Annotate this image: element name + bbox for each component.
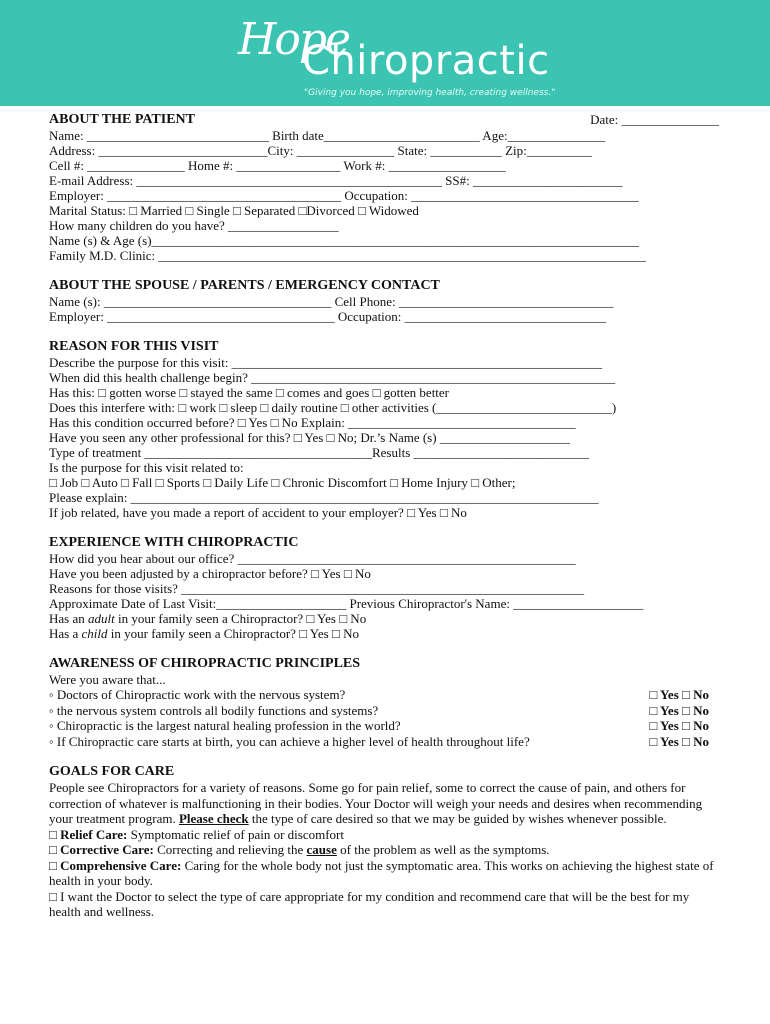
form-content: [49, 112, 719, 920]
last-visit-line[interactable]: Approximate Date of Last Visit:____________________ Previous Chiropractor's Name: ____________________: [49, 596, 644, 611]
goals-intro-paragraph: People see Chiropractors for a variety of reasons. Some go for pain relief, some to correct the cause of pain, and others for correction of whatever is malfunctioning in their bodies. Your Doctor will weigh your needs and desires when recommending your treatment program. Please check the type of care desired so that we may be guided by wishes whenever possible.: [49, 780, 703, 826]
spouse-employer-line[interactable]: Employer: ___________________________________ Occupation: _______________________________: [49, 309, 607, 324]
awareness-question-1: ◦ Doctors of Chiropractic work with the nervous system? □ Yes □ No: [49, 687, 719, 703]
treatment-line[interactable]: Type of treatment ___________________________________Results ___________________________: [49, 445, 590, 460]
email-line[interactable]: E-mail Address: _______________________________________________ SS#: _______________________: [49, 173, 623, 188]
occurred-before-line[interactable]: Has this condition occurred before? □ Yes □ No Explain: ___________________________________: [49, 415, 576, 430]
children-line[interactable]: How many children do you have? _________________: [49, 218, 339, 233]
phone-line[interactable]: Cell #: _______________ Home #: ________________ Work #: __________________: [49, 158, 506, 173]
child-seen-line[interactable]: Has a child in your family seen a Chiropractor? □ Yes □ No: [49, 626, 359, 641]
hear-about-line[interactable]: How did you hear about our office? ____________________________________________________: [49, 551, 576, 566]
name-line[interactable]: Name: ____________________________ Birth date________________________ Age:_______________: [49, 128, 606, 143]
children-names-line[interactable]: Name (s) & Age (s)___________________________________________________________________________: [49, 233, 640, 248]
logo-main: Chiropractic: [302, 38, 550, 84]
section-title-patient: ABOUT THE PATIENT: [49, 112, 196, 127]
section-title-experience: EXPERIENCE WITH CHIROPRACTIC: [49, 535, 299, 550]
patient-header: [49, 112, 719, 128]
job-report-line[interactable]: If job related, have you made a report of accident to your employer? □ Yes □ No: [49, 505, 467, 520]
purpose-line[interactable]: Describe the purpose for this visit: _________________________________________________________: [49, 355, 603, 370]
related-to-options[interactable]: □ Job □ Auto □ Fall □ Sports □ Daily Life □ Chronic Discomfort □ Home Injury □ Other;: [49, 475, 516, 490]
related-to-label: Is the purpose for this visit related to:: [49, 460, 244, 475]
adjusted-before-line[interactable]: Have you been adjusted by a chiropractor before? □ Yes □ No: [49, 566, 371, 581]
header-banner: [0, 0, 770, 106]
address-line[interactable]: Address: __________________________City: _______________ State: ___________ Zip:__________: [49, 143, 592, 158]
section-title-awareness: AWARENESS OF CHIROPRACTIC PRINCIPLES: [49, 656, 361, 671]
corrective-care-option[interactable]: □ Corrective Care: Correcting and relieving the cause of the problem as well as the symptoms.: [49, 842, 550, 857]
yes-no-checkbox[interactable]: □ Yes □ No: [649, 687, 709, 702]
date-field[interactable]: Date: _______________: [590, 112, 719, 127]
adult-seen-line[interactable]: Has an adult in your family seen a Chiropractor? □ Yes □ No: [49, 611, 367, 626]
marital-status-line[interactable]: Marital Status: □ Married □ Single □ Separated □Divorced □ Widowed: [49, 203, 419, 218]
other-professional-line[interactable]: Have you seen any other professional for this? □ Yes □ No; Dr.’s Name (s) ____________________: [49, 430, 570, 445]
yes-no-checkbox[interactable]: □ Yes □ No: [649, 718, 709, 733]
family-md-line[interactable]: Family M.D. Clinic: ___________________________________________________________________________: [49, 248, 646, 263]
logo-tagline: "Giving you hope, improving health, creating wellness.": [304, 88, 556, 98]
awareness-intro: Were you aware that...: [49, 672, 166, 687]
comprehensive-care-option[interactable]: □ Comprehensive Care: Caring for the whole body not just the symptomatic area. This works on achieving the highest state of health in your body.: [49, 857, 714, 888]
doctor-select-option[interactable]: □ I want the Doctor to select the type of care appropriate for my condition and recommend care that will be the best for my health and wellness.: [49, 888, 690, 919]
yes-no-checkbox[interactable]: □ Yes □ No: [649, 733, 709, 749]
awareness-question-2: ◦ the nervous system controls all bodily functions and systems? □ Yes □ No: [49, 703, 719, 719]
section-title-goals: GOALS FOR CARE: [49, 764, 175, 779]
logo-script: Hope: [238, 14, 350, 65]
challenge-begin-line[interactable]: When did this health challenge begin? ________________________________________________________: [49, 370, 616, 385]
explain-line[interactable]: Please explain: ________________________________________________________________________: [49, 490, 599, 505]
awareness-question-4: ◦ If Chiropractic care starts at birth, you can achieve a higher level of health throughout life? □ Yes □ No: [49, 734, 719, 750]
section-title-spouse: ABOUT THE SPOUSE / PARENTS / EMERGENCY CONTACT: [49, 278, 440, 293]
relief-care-option[interactable]: □ Relief Care: Symptomatic relief of pain or discomfort: [49, 826, 344, 842]
employer-line[interactable]: Employer: ____________________________________ Occupation: ___________________________________: [49, 188, 639, 203]
section-title-reason: REASON FOR THIS VISIT: [49, 339, 219, 354]
interfere-line[interactable]: Does this interfere with: □ work □ sleep □ daily routine □ other activities (___________________________): [49, 400, 617, 415]
awareness-question-3: ◦ Chiropractic is the largest natural healing profession in the world? □ Yes □ No: [49, 718, 719, 734]
yes-no-checkbox[interactable]: □ Yes □ No: [649, 702, 709, 718]
reasons-visits-line[interactable]: Reasons for those visits? ______________________________________________________________: [49, 581, 585, 596]
has-this-line[interactable]: Has this: □ gotten worse □ stayed the same □ comes and goes □ gotten better: [49, 385, 450, 400]
spouse-name-line[interactable]: Name (s): ___________________________________ Cell Phone: _________________________________: [49, 294, 614, 309]
